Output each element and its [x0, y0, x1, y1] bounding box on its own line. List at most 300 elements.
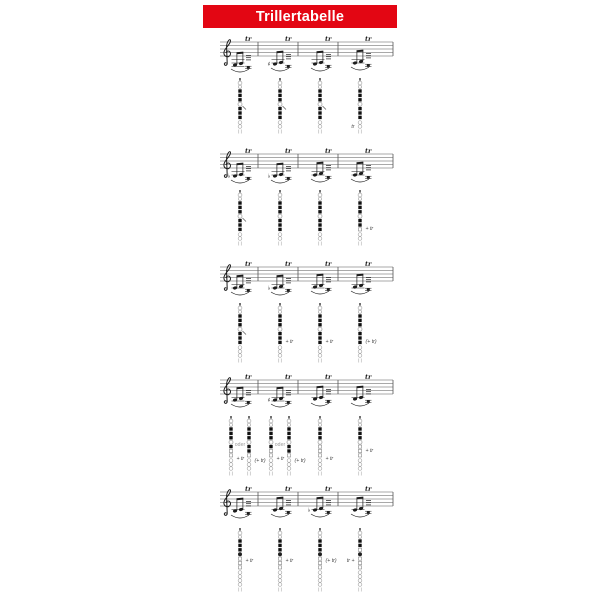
- pinky-key: [278, 571, 282, 575]
- tone-hole-closed: [229, 427, 232, 430]
- accidental: ♭: [267, 285, 271, 292]
- tone-hole-closed: [278, 544, 281, 547]
- ring-key-open: [358, 214, 362, 218]
- measure-4: [351, 260, 377, 363]
- tone-hole-closed: [358, 206, 361, 209]
- header-banner: [203, 5, 397, 28]
- tone-hole-closed: [358, 116, 361, 119]
- mouthpiece-mark: [359, 416, 360, 419]
- fingering-annotation: + tr: [325, 339, 334, 345]
- tone-hole-closed: [358, 432, 361, 435]
- fingering-diagram: [358, 303, 377, 363]
- tone-hole-closed: [318, 548, 321, 551]
- fingering-diagram: [238, 190, 246, 246]
- trill-mark-above: tr: [365, 260, 372, 268]
- fingering-annotation: (+ tr): [254, 458, 266, 464]
- slur: [351, 403, 369, 406]
- measure-2: [271, 485, 293, 592]
- tone-hole-closed: [238, 332, 241, 335]
- pinky-key: [278, 575, 282, 579]
- trill-mark-above: tr: [285, 147, 292, 155]
- thumb-key: [318, 85, 321, 88]
- pinky-key: [358, 237, 362, 241]
- tone-hole-closed: [238, 228, 241, 231]
- beam: [277, 51, 284, 54]
- note-group: [311, 386, 332, 406]
- tone-hole-open: [229, 454, 232, 457]
- tone-hole-closed: [278, 89, 281, 92]
- fingering-annotation: tr: [351, 124, 355, 130]
- fingering-annotation: + tr: [285, 339, 294, 345]
- ring-key-open: [278, 327, 282, 331]
- pinky-key: [278, 233, 282, 237]
- trill-mark-above: tr: [285, 260, 292, 268]
- pinky-key: [318, 579, 322, 583]
- fingering-diagram: [247, 416, 266, 476]
- ring-key-open: [278, 214, 282, 218]
- mouthpiece-mark: [270, 416, 271, 419]
- fingering-diagram: [287, 416, 306, 476]
- tone-hole-closed: [318, 210, 321, 213]
- pinky-key: [238, 579, 242, 583]
- tone-hole-closed: [278, 107, 281, 110]
- pinky-key: [278, 579, 282, 583]
- pinky-key: [358, 350, 362, 354]
- register-key: [318, 193, 322, 197]
- tone-hole-closed: [278, 539, 281, 542]
- tone-hole-closed: [318, 341, 321, 344]
- aux-notehead: [247, 512, 250, 514]
- slur: [351, 179, 369, 182]
- tone-hole-closed: [278, 323, 281, 326]
- tone-hole-closed: [358, 427, 361, 430]
- pinky-key: [269, 463, 273, 467]
- aux-notehead: [247, 401, 250, 403]
- thumb-key: [238, 85, 241, 88]
- tone-hole-closed: [287, 427, 290, 430]
- tone-hole-closed: [358, 89, 361, 92]
- slur: [351, 67, 369, 70]
- tone-hole-open: [229, 449, 232, 452]
- page-title: Trillertabelle: [255, 8, 345, 25]
- tone-hole-open: [269, 454, 272, 457]
- measure-4: [351, 35, 372, 134]
- tone-hole-closed: [287, 436, 290, 439]
- tone-hole-closed: [247, 427, 250, 430]
- staff: [220, 492, 393, 506]
- thumb-key: [358, 535, 361, 538]
- pinky-key: [238, 583, 242, 587]
- fingering-annotation: + tr: [365, 448, 374, 454]
- register-key: [318, 306, 322, 310]
- pinky-key: [358, 459, 362, 463]
- slur: [271, 292, 289, 295]
- slur: [311, 514, 329, 517]
- ring-key-open: [318, 440, 322, 444]
- tone-hole-closed: [318, 89, 321, 92]
- aux-notehead: [327, 400, 330, 402]
- slur: [271, 180, 289, 183]
- tone-hole-closed: [318, 544, 321, 547]
- pinky-key: [238, 237, 242, 241]
- note-group: [231, 498, 252, 518]
- tone-hole-open: [278, 566, 281, 569]
- ring-key-closed: [278, 552, 282, 556]
- thumb-key: [238, 535, 241, 538]
- staff: [220, 42, 393, 56]
- slur: [351, 291, 369, 294]
- thumb-key: [358, 197, 361, 200]
- fingering-diagram: [318, 528, 337, 592]
- tone-hole-closed: [278, 98, 281, 101]
- fingering-diagram: [351, 78, 362, 134]
- mouthpiece-mark: [288, 416, 289, 419]
- tone-hole-closed: [358, 544, 361, 547]
- thumb-key: [269, 423, 272, 426]
- register-key: [358, 193, 362, 197]
- fingering-diagram: [278, 78, 286, 134]
- tone-hole-closed: [247, 432, 250, 435]
- aux-notehead: [247, 289, 250, 291]
- ring-key-open: [358, 440, 362, 444]
- mouthpiece-mark: [239, 190, 240, 193]
- ring-key-open: [238, 327, 242, 331]
- slur: [311, 403, 329, 406]
- aux-notehead: [367, 64, 370, 66]
- ring-key-closed: [238, 552, 242, 556]
- trill-row-5-canvas: [200, 485, 400, 600]
- measure-4: [347, 485, 372, 592]
- tone-hole-closed: [238, 89, 241, 92]
- aux-notehead: [367, 400, 370, 402]
- tone-hole-open: [358, 449, 361, 452]
- mouthpiece-mark: [359, 190, 360, 193]
- tone-hole-closed: [247, 445, 250, 448]
- register-key: [278, 306, 282, 310]
- tone-hole-closed: [278, 94, 281, 97]
- tone-hole-closed: [238, 98, 241, 101]
- pinky-key: [287, 459, 291, 463]
- aux-notehead: [327, 65, 330, 67]
- measure-2: [268, 147, 293, 246]
- measure-2: [268, 35, 293, 134]
- note-group: [351, 497, 372, 517]
- ring-key-open: [318, 214, 322, 218]
- measure-3: [311, 147, 332, 246]
- register-key: [278, 193, 282, 197]
- tone-hole-closed: [238, 201, 241, 204]
- ring-key-open: [358, 102, 362, 106]
- tone-hole-closed: [318, 116, 321, 119]
- tone-hole-closed: [238, 544, 241, 547]
- aux-notehead: [287, 289, 290, 291]
- tone-hole-closed: [318, 223, 321, 226]
- thumb-key: [318, 310, 321, 313]
- tone-hole-closed: [358, 332, 361, 335]
- tone-hole-closed: [278, 336, 281, 339]
- thumb-key: [238, 310, 241, 313]
- measure-2: [268, 260, 294, 363]
- pinky-key: [247, 467, 251, 471]
- tone-hole-closed: [358, 539, 361, 542]
- ring-key-open: [358, 327, 362, 331]
- measure-1: [228, 147, 253, 246]
- pinky-key: [238, 233, 242, 237]
- pinky-key: [247, 463, 251, 467]
- fingering-diagram: [278, 528, 293, 592]
- tone-hole-closed: [269, 436, 272, 439]
- thumb-key: [278, 85, 281, 88]
- tone-hole-closed: [238, 314, 241, 317]
- tone-hole-closed: [318, 539, 321, 542]
- mouthpiece-mark: [230, 416, 231, 419]
- register-key: [229, 419, 233, 423]
- register-key: [238, 81, 242, 85]
- thumb-key: [318, 535, 321, 538]
- trill-row-5: [200, 485, 400, 600]
- pinky-key: [238, 354, 242, 358]
- register-key: [358, 419, 362, 423]
- pinky-key: [229, 467, 233, 471]
- pinky-key: [358, 571, 362, 575]
- register-key: [358, 531, 362, 535]
- trill-mark-above: tr: [325, 260, 332, 268]
- tone-hole-closed: [278, 314, 281, 317]
- aux-notehead: [367, 288, 370, 290]
- tone-hole-closed: [238, 548, 241, 551]
- pinky-key: [278, 121, 282, 125]
- pinky-key: [318, 575, 322, 579]
- mouthpiece-mark: [279, 78, 280, 81]
- note-group: [231, 387, 252, 407]
- thumb-key: [318, 197, 321, 200]
- tone-hole-closed: [318, 228, 321, 231]
- trill-mark-above: tr: [365, 147, 372, 155]
- tone-hole-open: [238, 561, 241, 564]
- tone-hole-closed: [358, 94, 361, 97]
- ring-key-closed: [318, 552, 322, 556]
- measure-1: [229, 373, 266, 476]
- aux-notehead: [287, 65, 290, 67]
- trill-row-2: [200, 147, 400, 262]
- measure-3: [308, 485, 337, 592]
- tone-hole-closed: [247, 436, 250, 439]
- pinky-key: [238, 350, 242, 354]
- trill-mark-above: tr: [325, 373, 332, 381]
- pinky-key: [238, 125, 242, 129]
- note-group: [351, 274, 372, 294]
- tone-hole-closed: [358, 210, 361, 213]
- tone-hole-closed: [238, 219, 241, 222]
- beam: [277, 275, 284, 278]
- ring-key-closed: [358, 552, 362, 556]
- trill-mark-above: tr: [325, 35, 332, 43]
- tone-hole-closed: [238, 210, 241, 213]
- tone-hole-closed: [318, 94, 321, 97]
- tone-hole-closed: [269, 432, 272, 435]
- register-key: [238, 306, 242, 310]
- pinky-key: [278, 350, 282, 354]
- aux-notehead: [247, 177, 250, 179]
- beam: [317, 51, 324, 54]
- ring-key-open: [318, 327, 322, 331]
- tone-hole-closed: [238, 111, 241, 114]
- pinky-key: [358, 233, 362, 237]
- side-key-lever: [243, 331, 247, 335]
- fingering-diagram: [358, 416, 373, 476]
- thumb-key: [238, 197, 241, 200]
- pinky-key: [318, 125, 322, 129]
- fingering-diagram: [238, 528, 253, 592]
- measure-1: [231, 485, 253, 592]
- ring-key-open: [238, 214, 242, 218]
- pinky-key: [358, 575, 362, 579]
- mouthpiece-mark: [239, 528, 240, 531]
- tone-hole-closed: [269, 427, 272, 430]
- register-key: [358, 81, 362, 85]
- mouthpiece-mark: [359, 78, 360, 81]
- mouthpiece-mark: [279, 303, 280, 306]
- accidental: ♯: [267, 61, 271, 68]
- note-group: [351, 386, 372, 406]
- register-key: [247, 419, 251, 423]
- pinky-key: [318, 463, 322, 467]
- ring-key-open: [278, 102, 282, 106]
- note-group: [271, 497, 292, 517]
- pinky-key: [358, 583, 362, 587]
- register-key: [318, 419, 322, 423]
- trill-mark-above: tr: [285, 35, 292, 43]
- slur: [231, 404, 249, 407]
- tone-hole-open: [358, 561, 361, 564]
- trill-mark-above: tr: [365, 35, 372, 43]
- tone-hole-open: [358, 557, 361, 560]
- tone-hole-closed: [229, 445, 232, 448]
- tone-hole-closed: [238, 539, 241, 542]
- pinky-key: [318, 346, 322, 350]
- tone-hole-open: [318, 566, 321, 569]
- beam: [357, 50, 364, 53]
- slur: [311, 179, 329, 182]
- beam: [237, 498, 244, 501]
- trill-mark-above: tr: [285, 485, 292, 493]
- fingering-diagram: [238, 78, 246, 134]
- tone-hole-open: [358, 548, 361, 551]
- pinky-key: [318, 354, 322, 358]
- tone-hole-closed: [238, 206, 241, 209]
- tone-hole-closed: [318, 436, 321, 439]
- accidental: ♭: [227, 173, 231, 180]
- mouthpiece-mark: [239, 78, 240, 81]
- note-group: [231, 52, 252, 72]
- aux-notehead: [327, 176, 330, 178]
- tone-hole-closed: [318, 427, 321, 430]
- trill-mark-above: tr: [285, 373, 292, 381]
- note-group: [268, 163, 292, 183]
- measure-4: [351, 373, 373, 476]
- tone-hole-closed: [278, 201, 281, 204]
- trill-mark-above: tr: [245, 147, 252, 155]
- pinky-key: [318, 583, 322, 587]
- pinky-key: [287, 463, 291, 467]
- aux-notehead: [287, 177, 290, 179]
- measure-1: [231, 260, 252, 363]
- thumb-key: [358, 310, 361, 313]
- ring-key-open: [247, 440, 251, 444]
- register-key: [278, 531, 282, 535]
- trill-row-3-canvas: [200, 260, 400, 375]
- fingering-annotation: + tr: [276, 456, 285, 462]
- fingering-diagram: [318, 416, 333, 476]
- thumb-key: [278, 310, 281, 313]
- thumb-key: [358, 85, 361, 88]
- tone-hole-open: [238, 566, 241, 569]
- note-group: [268, 51, 292, 71]
- measure-3: [311, 35, 332, 134]
- aux-notehead: [327, 288, 330, 290]
- trill-row-4-canvas: [200, 373, 400, 488]
- beam: [237, 52, 244, 55]
- aux-notehead: [247, 66, 250, 68]
- trill-mark-above: tr: [245, 485, 252, 493]
- pinky-key: [238, 121, 242, 125]
- note-group: [311, 51, 332, 71]
- pinky-key: [318, 121, 322, 125]
- tone-hole-closed: [287, 449, 290, 452]
- tone-hole-closed: [247, 449, 250, 452]
- mouthpiece-mark: [279, 528, 280, 531]
- tone-hole-closed: [229, 436, 232, 439]
- tone-hole-open: [247, 454, 250, 457]
- mouthpiece-mark: [359, 528, 360, 531]
- fingering-diagram: [318, 303, 333, 363]
- thumb-key: [278, 535, 281, 538]
- aux-notehead: [327, 511, 330, 513]
- tone-hole-closed: [358, 336, 361, 339]
- tone-hole-closed: [318, 314, 321, 317]
- oder-label: oder: [234, 442, 246, 448]
- fingering-annotation: + tr: [245, 558, 254, 564]
- fingering-annotation: + tr: [325, 456, 334, 462]
- slur: [231, 69, 249, 72]
- fingering-diagram: [278, 303, 293, 363]
- pinky-key: [238, 346, 242, 350]
- trill-row-4: [200, 373, 400, 488]
- pinky-key: [278, 346, 282, 350]
- register-key: [287, 419, 291, 423]
- tone-hole-closed: [238, 94, 241, 97]
- tone-hole-closed: [287, 432, 290, 435]
- fingering-diagram: [318, 78, 326, 134]
- tone-hole-open: [269, 449, 272, 452]
- mouthpiece-mark: [319, 303, 320, 306]
- tone-hole-open: [318, 454, 321, 457]
- pinky-key: [318, 571, 322, 575]
- tone-hole-closed: [318, 201, 321, 204]
- register-key: [269, 419, 273, 423]
- pinky-key: [358, 354, 362, 358]
- measure-3: [311, 373, 333, 476]
- tone-hole-closed: [278, 116, 281, 119]
- tone-hole-closed: [358, 107, 361, 110]
- fingering-annotation: tr +: [346, 558, 355, 564]
- fingering-annotation: + tr: [285, 558, 294, 564]
- trill-row-1-canvas: [200, 35, 400, 150]
- tone-hole-closed: [318, 319, 321, 322]
- tone-hole-closed: [358, 319, 361, 322]
- tone-hole-open: [358, 566, 361, 569]
- mouthpiece-mark: [319, 528, 320, 531]
